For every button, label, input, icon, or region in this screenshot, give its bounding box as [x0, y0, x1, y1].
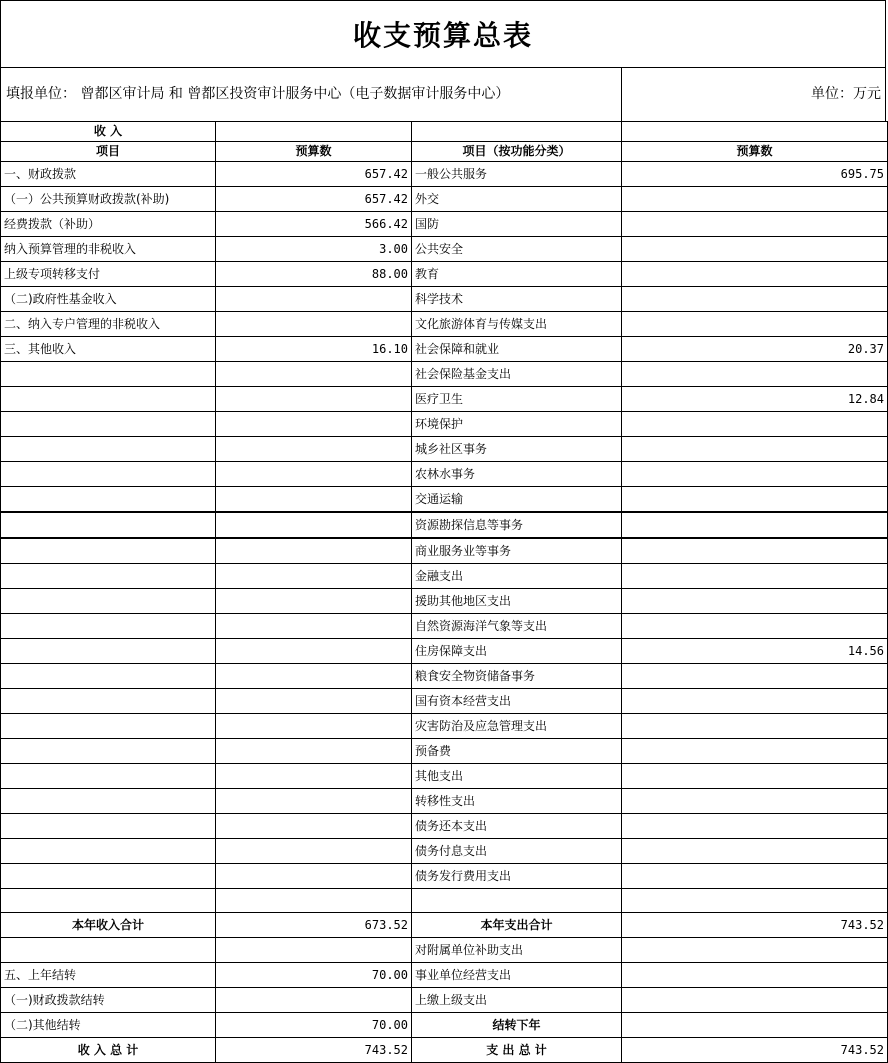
income-value-cell: [216, 512, 412, 538]
table-row: [1, 938, 888, 963]
expense-value-cell: [622, 689, 888, 714]
expense-item-cell: 自然资源海洋气象等支出: [412, 614, 622, 639]
expense-value-cell: [622, 864, 888, 889]
expense-item-cell: 转移性支出: [412, 789, 622, 814]
income-item-cell: （二)其他结转: [1, 1013, 216, 1038]
table-row: [1, 437, 888, 462]
expense-item-cell: 一般公共服务: [412, 162, 622, 187]
income-item-cell: [1, 764, 216, 789]
income-item-cell: 纳入预算管理的非税收入: [1, 237, 216, 262]
income-group-header: 收 入: [1, 122, 216, 142]
expense-item-cell: 社会保险基金支出: [412, 362, 622, 387]
unit-divider: [621, 67, 622, 122]
expense-group-header-blank-2: [622, 122, 888, 142]
expense-value-cell: [622, 538, 888, 564]
income-item-cell: 五、上年结转: [1, 963, 216, 988]
sheet-title: 收支预算总表: [0, 0, 886, 68]
income-value-cell: 88.00: [216, 262, 412, 287]
table-row: [1, 864, 888, 889]
expense-item-cell: 医疗卫生: [412, 387, 622, 412]
income-value-cell: [216, 614, 412, 639]
income-group-header-spacer: [216, 122, 412, 142]
income-item-cell: 经费拨款（补助）: [1, 212, 216, 237]
income-item-cell: 三、其他收入: [1, 337, 216, 362]
table-row: [1, 287, 888, 312]
income-budget-header: 预算数: [216, 142, 412, 162]
year-income-total-label: 本年收入合计: [1, 913, 216, 938]
grand-expense-total-label: 支 出 总 计: [412, 1038, 622, 1063]
expense-value-cell: [622, 312, 888, 337]
income-value-cell: [216, 312, 412, 337]
expense-value-cell: [622, 262, 888, 287]
income-value-cell: 70.00: [216, 963, 412, 988]
income-value-cell: [216, 839, 412, 864]
income-item-cell: [1, 589, 216, 614]
table-row: [1, 739, 888, 764]
expense-item-cell: 灾害防治及应急管理支出: [412, 714, 622, 739]
income-item-cell: 二、纳入专户管理的非税收入: [1, 312, 216, 337]
expense-item-cell: 金融支出: [412, 564, 622, 589]
income-item-cell: 上级专项转移支付: [1, 262, 216, 287]
expense-item-cell: 事业单位经营支出: [412, 963, 622, 988]
expense-value-cell: [622, 664, 888, 689]
expense-value-cell: 12.84: [622, 387, 888, 412]
unit-bar: [0, 67, 886, 122]
year-total-row: [1, 913, 888, 938]
expense-item-cell: 交通运输: [412, 487, 622, 513]
expense-value-cell: 20.37: [622, 337, 888, 362]
expense-item-header: 项目（按功能分类）: [412, 142, 622, 162]
income-item-cell: [1, 462, 216, 487]
expense-item-cell: 文化旅游体育与传媒支出: [412, 312, 622, 337]
expense-item-cell: 债务还本支出: [412, 814, 622, 839]
income-item-cell: 一、财政拨款: [1, 162, 216, 187]
header-row-group: [1, 122, 888, 142]
income-item-cell: （一）公共预算财政拨款(补助): [1, 187, 216, 212]
table-row: [1, 538, 888, 564]
income-item-cell: [1, 487, 216, 513]
income-item-cell: [1, 538, 216, 564]
income-item-cell: [1, 437, 216, 462]
expense-value-cell: [622, 589, 888, 614]
expense-item-cell: 粮食安全物资储备事务: [412, 664, 622, 689]
income-value-cell: [216, 412, 412, 437]
income-value-cell: [216, 789, 412, 814]
table-row: [1, 839, 888, 864]
table-row: [1, 564, 888, 589]
table-row: [1, 889, 888, 913]
income-item-cell: [1, 664, 216, 689]
expense-item-cell: 农林水事务: [412, 462, 622, 487]
income-value-cell: 657.42: [216, 187, 412, 212]
expense-value-cell: [622, 564, 888, 589]
income-value-cell: [216, 714, 412, 739]
expense-value-cell: [622, 739, 888, 764]
expense-value-cell: [622, 187, 888, 212]
header-row-columns: [1, 142, 888, 162]
income-value-cell: [216, 988, 412, 1013]
income-item-cell: [1, 938, 216, 963]
income-value-cell: [216, 864, 412, 889]
expense-value-cell: [622, 988, 888, 1013]
income-value-cell: [216, 589, 412, 614]
expense-value-cell: [622, 412, 888, 437]
expense-item-cell: 结转下年: [412, 1013, 622, 1038]
expense-item-cell: 科学技术: [412, 287, 622, 312]
expense-item-cell: 国有资本经营支出: [412, 689, 622, 714]
expense-value-cell: [622, 362, 888, 387]
income-value-cell: [216, 764, 412, 789]
income-value-cell: 566.42: [216, 212, 412, 237]
income-item-cell: [1, 689, 216, 714]
table-row: [1, 689, 888, 714]
table-row: [1, 212, 888, 237]
income-item-header: 项目: [1, 142, 216, 162]
expense-value-cell: [622, 814, 888, 839]
income-value-cell: [216, 437, 412, 462]
income-item-cell: （一)财政拨款结转: [1, 988, 216, 1013]
income-value-cell: [216, 689, 412, 714]
expense-value-cell: 14.56: [622, 639, 888, 664]
expense-value-cell: [622, 287, 888, 312]
table-row: [1, 614, 888, 639]
income-value-cell: [216, 387, 412, 412]
table-row: [1, 462, 888, 487]
expense-item-cell: 上缴上级支出: [412, 988, 622, 1013]
income-value-cell: 70.00: [216, 1013, 412, 1038]
income-value-cell: [216, 664, 412, 689]
expense-item-cell: 外交: [412, 187, 622, 212]
income-item-cell: [1, 739, 216, 764]
income-item-cell: [1, 639, 216, 664]
income-value-cell: [216, 487, 412, 513]
income-value-cell: 16.10: [216, 337, 412, 362]
income-value-cell: 657.42: [216, 162, 412, 187]
table-row: [1, 963, 888, 988]
expense-value-cell: [622, 714, 888, 739]
expense-value-cell: 695.75: [622, 162, 888, 187]
income-item-cell: [1, 387, 216, 412]
income-item-cell: [1, 512, 216, 538]
expense-item-cell: 国防: [412, 212, 622, 237]
year-expense-total-value: 743.52: [622, 913, 888, 938]
income-value-cell: [216, 938, 412, 963]
expense-value-cell: [622, 938, 888, 963]
income-item-cell: [1, 362, 216, 387]
income-value-cell: 3.00: [216, 237, 412, 262]
income-item-cell: （二)政府性基金收入: [1, 287, 216, 312]
income-item-cell: [1, 614, 216, 639]
income-value-cell: [216, 739, 412, 764]
income-value-cell: [216, 287, 412, 312]
income-item-cell: [1, 564, 216, 589]
expense-item-cell: 债务付息支出: [412, 839, 622, 864]
expense-item-cell: 公共安全: [412, 237, 622, 262]
expense-item-cell: 商业服务业等事务: [412, 538, 622, 564]
table-row: [1, 764, 888, 789]
expense-value-cell: [622, 789, 888, 814]
income-value-cell: [216, 538, 412, 564]
income-item-cell: [1, 839, 216, 864]
table-row: [1, 814, 888, 839]
expense-value-cell: [622, 963, 888, 988]
income-item-cell: [1, 789, 216, 814]
expense-item-cell: 援助其他地区支出: [412, 589, 622, 614]
table-row: [1, 187, 888, 212]
table-row: [1, 362, 888, 387]
table-row: [1, 639, 888, 664]
expense-value-cell: [622, 237, 888, 262]
income-item-cell: [1, 889, 216, 913]
expense-item-cell: [412, 889, 622, 913]
expense-item-cell: 城乡社区事务: [412, 437, 622, 462]
table-row: [1, 337, 888, 362]
income-value-cell: [216, 362, 412, 387]
table-row: [1, 789, 888, 814]
income-item-cell: [1, 412, 216, 437]
expense-group-header-blank: [412, 122, 622, 142]
grand-income-total-value: 743.52: [216, 1038, 412, 1063]
table-row: [1, 312, 888, 337]
expense-item-cell: 债务发行费用支出: [412, 864, 622, 889]
grand-expense-total-value: 743.52: [622, 1038, 888, 1063]
expense-value-cell: [622, 764, 888, 789]
expense-value-cell: [622, 889, 888, 913]
expense-item-cell: 社会保障和就业: [412, 337, 622, 362]
income-value-cell: [216, 889, 412, 913]
expense-value-cell: [622, 512, 888, 538]
table-row: [1, 512, 888, 538]
expense-item-cell: 资源勘探信息等事务: [412, 512, 622, 538]
table-row: [1, 412, 888, 437]
table-row: [1, 487, 888, 513]
expense-item-cell: 其他支出: [412, 764, 622, 789]
income-value-cell: [216, 814, 412, 839]
expense-value-cell: [622, 212, 888, 237]
expense-value-cell: [622, 839, 888, 864]
expense-value-cell: [622, 614, 888, 639]
expense-item-cell: 环境保护: [412, 412, 622, 437]
expense-budget-header: 预算数: [622, 142, 888, 162]
income-item-cell: [1, 864, 216, 889]
expense-item-cell: 预备费: [412, 739, 622, 764]
table-row: [1, 714, 888, 739]
table-row: [1, 387, 888, 412]
income-item-cell: [1, 714, 216, 739]
income-value-cell: [216, 462, 412, 487]
income-value-cell: [216, 639, 412, 664]
expense-value-cell: [622, 437, 888, 462]
expense-item-cell: 住房保障支出: [412, 639, 622, 664]
grand-income-total-label: 收 入 总 计: [1, 1038, 216, 1063]
money-unit-label: 单位：万元: [811, 86, 881, 102]
budget-table: [0, 121, 888, 1063]
fill-unit-label: 填报单位： 曾都区审计局 和 曾都区投资审计服务中心（电子数据审计服务中心）: [6, 86, 510, 102]
expense-value-cell: [622, 487, 888, 513]
table-row: [1, 237, 888, 262]
table-row: [1, 664, 888, 689]
table-row: [1, 589, 888, 614]
expense-item-cell: 对附属单位补助支出: [412, 938, 622, 963]
expense-item-cell: 教育: [412, 262, 622, 287]
grand-total-row: [1, 1038, 888, 1063]
expense-value-cell: [622, 1013, 888, 1038]
table-row: [1, 162, 888, 187]
income-item-cell: [1, 814, 216, 839]
table-row: [1, 988, 888, 1013]
income-value-cell: [216, 564, 412, 589]
table-row: [1, 1013, 888, 1038]
year-expense-total-label: 本年支出合计: [412, 913, 622, 938]
table-row: [1, 262, 888, 287]
year-income-total-value: 673.52: [216, 913, 412, 938]
expense-value-cell: [622, 462, 888, 487]
